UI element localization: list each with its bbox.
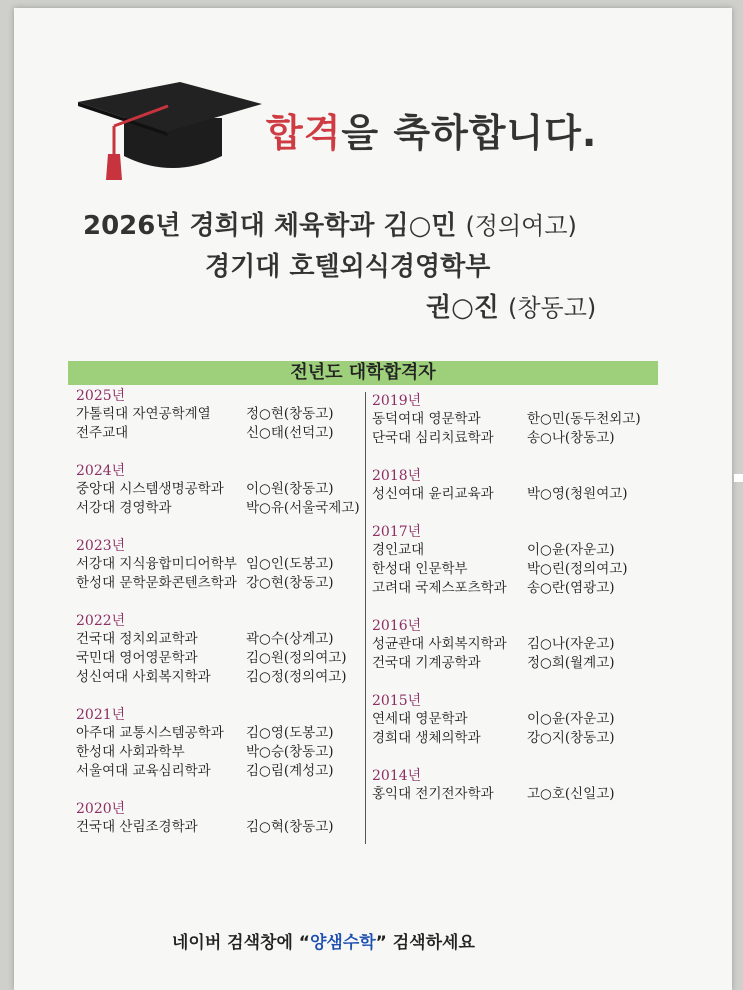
admission-entry [76, 668, 361, 687]
department-name: 건국대 산림조경학과 [76, 819, 198, 835]
student-name: 곽○수(상계고) [246, 631, 334, 647]
admission-entry [372, 541, 662, 560]
admission-entry [372, 635, 662, 654]
group-spacer [372, 748, 662, 768]
year-group [76, 613, 361, 687]
student-name: 김○나(자운고) [527, 636, 615, 652]
year-group [372, 468, 662, 504]
group-spacer [372, 504, 662, 524]
year-group [76, 707, 361, 781]
student-name: 박○승(창동고) [246, 744, 334, 760]
page-edge-mark [734, 474, 743, 482]
admission-entry [372, 429, 662, 448]
group-spacer [372, 598, 662, 618]
column-divider [365, 392, 366, 844]
student-name: 이○원(창동고) [246, 481, 334, 497]
student-name: 이○윤(자운고) [527, 711, 615, 727]
year-heading: 2024년 [76, 463, 126, 479]
department-name: 전주교대 [76, 425, 129, 441]
year-heading: 2021년 [76, 707, 126, 723]
year-heading: 2016년 [372, 618, 422, 634]
admission-entry [372, 785, 662, 804]
student-name: 정○현(창동고) [246, 406, 334, 422]
student-name: 정○희(월계고) [527, 655, 615, 671]
student-name: 한○민(동두천외고) [527, 411, 641, 427]
department-name: 한성대 문학문화콘텐츠학과 [76, 575, 237, 591]
group-spacer [372, 673, 662, 693]
year-group [76, 801, 361, 837]
department-name: 건국대 기계공학과 [372, 655, 481, 671]
search-footer [172, 928, 475, 953]
group-spacer [76, 443, 361, 463]
admission-entry [76, 743, 361, 762]
admission-entry [372, 579, 662, 598]
admission-entry [76, 424, 361, 443]
admission-entry [372, 654, 662, 673]
announcement-text: 2026년 경희대 체육학과 김○민 [83, 211, 457, 241]
department-name: 한성대 인문학부 [372, 561, 468, 577]
announcement-line-2 [205, 246, 490, 283]
congratulations-headline [266, 102, 597, 157]
group-spacer [76, 518, 361, 538]
admission-entry [76, 499, 361, 518]
department-name: 성균관대 사회복지학과 [372, 636, 507, 652]
student-name: 김○림(계성고) [246, 763, 334, 779]
admission-entry [76, 574, 361, 593]
student-name: 김○원(정의여고) [246, 650, 347, 666]
year-group [372, 693, 662, 748]
student-name: 김○정(정의여고) [246, 669, 347, 685]
department-name: 아주대 교통시스템공학과 [76, 725, 224, 741]
department-name: 연세대 영문학과 [372, 711, 468, 727]
headline-rest: 을 축하합니다. [341, 111, 598, 155]
year-heading: 2014년 [372, 768, 422, 784]
admission-entry [372, 410, 662, 429]
student-name: 강○현(창동고) [246, 575, 334, 591]
admission-entry [372, 729, 662, 748]
announcement-school: (창동고) [507, 294, 597, 322]
student-name: 이○윤(자운고) [527, 542, 615, 558]
admission-entry [372, 560, 662, 579]
footer-brand: 양샘수학 [309, 933, 376, 953]
admission-entry [372, 710, 662, 729]
admission-entry [76, 630, 361, 649]
department-name: 서울여대 교육심리학과 [76, 763, 211, 779]
graduation-cap-icon [76, 80, 266, 190]
year-heading: 2025년 [76, 388, 126, 404]
admission-entry [372, 485, 662, 504]
footer-before: 네이버 검색창에 “ [172, 933, 310, 953]
footer-after: ” 검색하세요 [375, 933, 475, 953]
department-name: 가톨릭대 자연공학계열 [76, 406, 211, 422]
department-name: 단국대 심리치료학과 [372, 430, 494, 446]
left-admissions-column [76, 388, 361, 837]
student-name: 신○태(선덕고) [246, 425, 334, 441]
admission-entry [76, 555, 361, 574]
year-heading: 2022년 [76, 613, 126, 629]
department-name: 중앙대 시스템생명공학과 [76, 481, 224, 497]
student-name: 강○지(창동고) [527, 730, 615, 746]
admission-entry [76, 480, 361, 499]
department-name: 한성대 사회과학부 [76, 744, 185, 760]
student-name: 박○유(서울국제고) [246, 500, 360, 516]
department-name: 서강대 경영학과 [76, 500, 172, 516]
student-name: 박○린(정의여고) [527, 561, 628, 577]
student-name: 박○영(청원여고) [527, 486, 628, 502]
headline-highlight: 합격 [266, 111, 342, 155]
year-heading: 2019년 [372, 393, 422, 409]
department-name: 동덕여대 영문학과 [372, 411, 481, 427]
year-group [76, 538, 361, 593]
year-heading: 2017년 [372, 524, 422, 540]
group-spacer [372, 448, 662, 468]
right-admissions-column [372, 393, 662, 804]
year-heading: 2015년 [372, 693, 422, 709]
admission-entry [76, 818, 361, 837]
student-name: 김○혁(창동고) [246, 819, 334, 835]
announcement-line-3 [426, 287, 596, 324]
department-name: 고려대 국제스포츠학과 [372, 580, 507, 596]
year-group [372, 524, 662, 598]
department-name: 건국대 정치외교학과 [76, 631, 198, 647]
year-heading: 2018년 [372, 468, 422, 484]
admission-entry [76, 762, 361, 781]
department-name: 홍익대 전기전자학과 [372, 786, 494, 802]
admission-entry [76, 649, 361, 668]
announcement-school: (정의여고) [465, 212, 577, 240]
year-group [76, 388, 361, 443]
department-name: 서강대 지식융합미디어학부 [76, 556, 237, 572]
year-heading: 2020년 [76, 801, 126, 817]
announcement-line-1 [83, 205, 577, 242]
department-name: 성신여대 사회복지학과 [76, 669, 211, 685]
group-spacer [76, 687, 361, 707]
admission-entry [76, 724, 361, 743]
department-name: 경인교대 [372, 542, 425, 558]
section-title-banner: 전년도 대학합격자 [68, 361, 658, 385]
student-name: 임○인(도봉고) [246, 556, 334, 572]
year-group [372, 768, 662, 804]
admission-entry [76, 405, 361, 424]
student-name: 김○영(도봉고) [246, 725, 334, 741]
announcement-text: 권○진 [426, 293, 499, 323]
student-name: 송○란(염광고) [527, 580, 615, 596]
group-spacer [76, 781, 361, 801]
year-group [372, 618, 662, 673]
department-name: 경희대 생체의학과 [372, 730, 481, 746]
year-heading: 2023년 [76, 538, 126, 554]
department-name: 국민대 영어영문학과 [76, 650, 198, 666]
year-group [372, 393, 662, 448]
student-name: 고○호(신일고) [527, 786, 615, 802]
department-name: 성신여대 윤리교육과 [372, 486, 494, 502]
announcement-text: 경기대 호텔외식경영학부 [205, 252, 491, 282]
year-group [76, 463, 361, 518]
group-spacer [76, 593, 361, 613]
student-name: 송○나(창동고) [527, 430, 615, 446]
